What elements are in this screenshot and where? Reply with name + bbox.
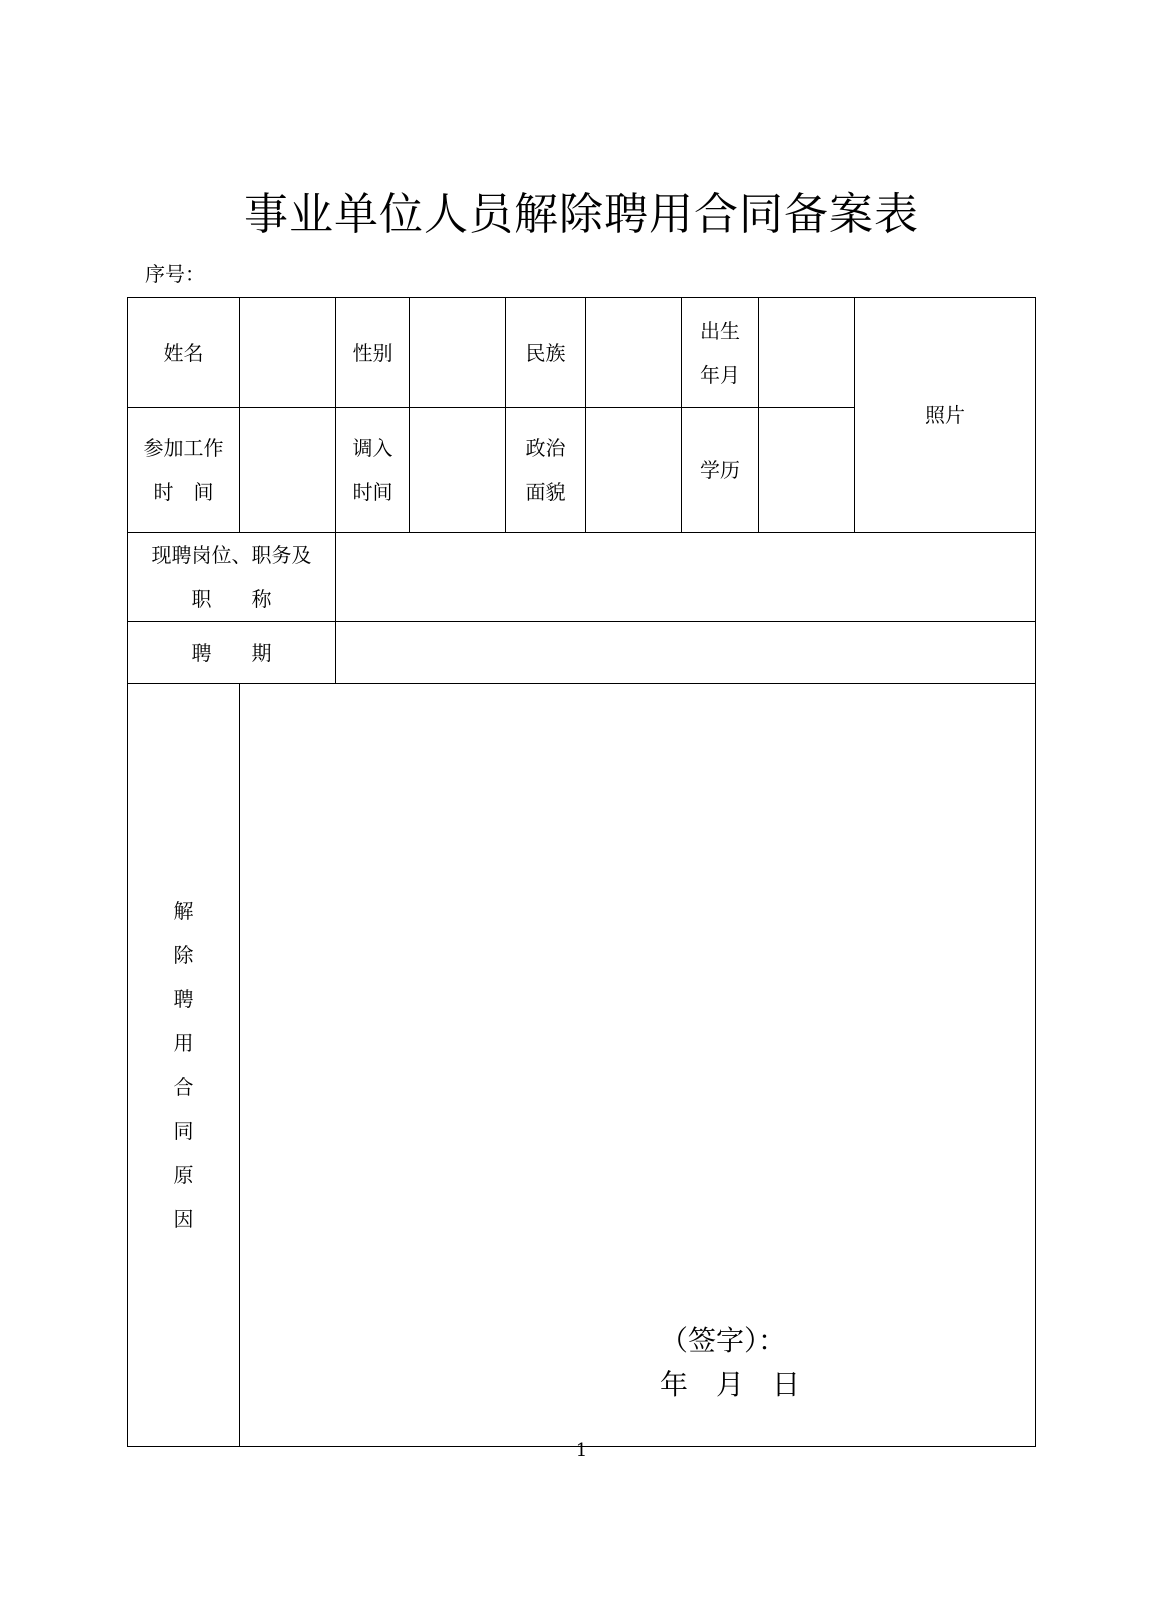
gender-label: 性别 [336,298,410,408]
form-title: 事业单位人员解除聘用合同备案表 [244,189,919,240]
birth-label [682,298,759,408]
work-start-label [128,408,240,533]
reason-char: 原 [173,1163,194,1187]
photo-cell[interactable] [855,298,1036,533]
name-field[interactable] [240,298,336,408]
reason-char: 解 [173,899,194,923]
education-label: 学历 [682,408,759,533]
reason-label [128,684,240,1447]
transfer-field[interactable] [410,408,506,533]
position-label [128,533,336,622]
transfer-label-line2: 时间 [352,480,393,504]
reason-char: 聘 [173,987,194,1011]
name-label: 姓名 [128,298,240,408]
gender-field[interactable] [410,298,506,408]
reason-char: 用 [173,1031,194,1055]
filing-form-table [127,297,1036,1447]
position-label-line2: 职 称 [191,587,272,611]
work-start-field[interactable] [240,408,336,533]
political-label-line1: 政治 [525,436,566,460]
birth-field[interactable] [759,298,855,408]
reason-char: 同 [173,1119,194,1143]
signature-label: （签字）： [660,1324,787,1357]
work-start-label-line2: 时 间 [153,480,214,504]
photo-label: 照片 [925,403,965,427]
reason-char: 除 [173,943,194,967]
reason-char: 因 [173,1207,194,1231]
term-label: 聘 期 [128,622,336,684]
reason-char: 合 [173,1075,194,1099]
reason-field[interactable] [240,684,1036,1447]
education-field[interactable] [759,408,855,533]
ethnicity-label: 民族 [506,298,586,408]
term-field[interactable] [336,622,1036,684]
birth-label-line1: 出生 [700,318,740,343]
signature-date: 年 月 日 [660,1368,801,1401]
ethnicity-field[interactable] [586,298,682,408]
position-label-line1: 现聘岗位、职务及 [151,543,312,567]
political-label [506,408,586,533]
political-label-line2: 面貌 [525,480,566,504]
position-field[interactable] [336,533,1036,622]
transfer-label-line1: 调入 [352,436,393,460]
page-number: 1 [575,1440,588,1461]
political-field[interactable] [586,408,682,533]
serial-number-label: 序号： [145,262,205,286]
birth-label-line2: 年月 [700,362,740,387]
work-start-label-line1: 参加工作 [143,436,224,460]
transfer-label [336,408,410,533]
